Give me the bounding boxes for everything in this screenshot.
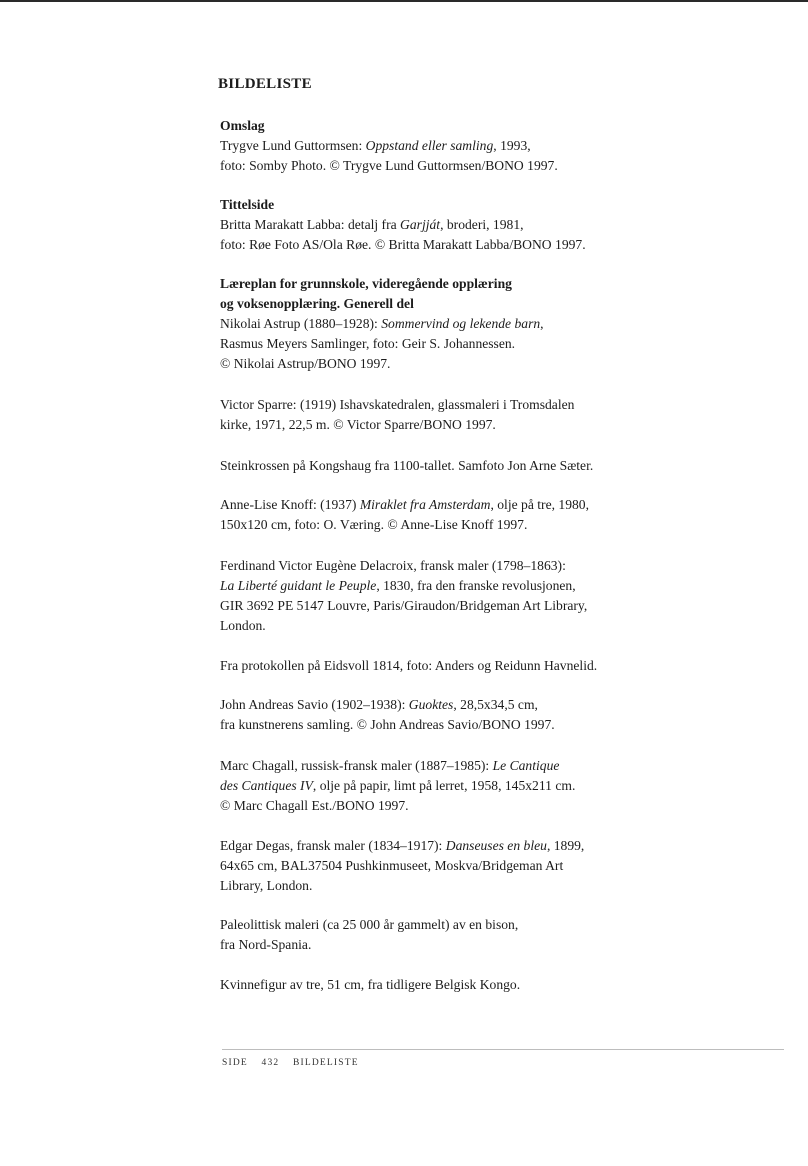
artwork-title: Miraklet fra Amsterdam bbox=[359, 497, 491, 512]
entry-tittelside bbox=[220, 195, 660, 255]
credit-text: , 1899, bbox=[546, 838, 585, 853]
entry-omslag bbox=[220, 116, 660, 176]
entry-line bbox=[220, 756, 660, 776]
credit-text: Nikolai Astrup (1880–1928): bbox=[220, 316, 382, 331]
entry-line bbox=[220, 136, 660, 156]
artwork-title: Sommervind og lekende barn bbox=[381, 316, 541, 331]
footer-section-label: BILDELISTE bbox=[292, 1058, 359, 1068]
page-title: BILDELISTE bbox=[218, 76, 312, 92]
entry-line: kirke, 1971, 22,5 m. © Victor Sparre/BONO 1997. bbox=[220, 417, 496, 432]
entry-sparre bbox=[220, 395, 660, 435]
entry-line: Steinkrossen på Kongshaug fra 1100-tallet. Samfoto Jon Arne Sæter. bbox=[220, 458, 594, 473]
section-heading-tittelside: Tittelside bbox=[220, 197, 275, 212]
footer-side-label: SIDE bbox=[222, 1058, 248, 1068]
entry-line bbox=[220, 836, 660, 856]
credit-text: , broderi, 1981, bbox=[440, 217, 524, 232]
footer-rule bbox=[222, 1049, 784, 1050]
entry-line: Paleolittisk maleri (ca 25 000 år gammelt) av en bison, bbox=[220, 917, 519, 932]
credit-text: , olje på papir, limt på lerret, 1958, 145x211 cm. bbox=[312, 778, 576, 793]
entry-line: 64x65 cm, BAL37504 Pushkinmuseet, Moskva/Bridgeman Art bbox=[220, 858, 564, 873]
credit-text: , bbox=[540, 316, 544, 331]
entry-protokollen bbox=[220, 656, 660, 676]
entry-line: fra kunstnerens samling. © John Andreas Savio/BONO 1997. bbox=[220, 717, 555, 732]
artwork-title: Guoktes bbox=[408, 697, 454, 712]
artwork-title: Le Cantique bbox=[492, 758, 560, 773]
section-heading-omslag: Omslag bbox=[220, 118, 265, 133]
credit-text: Edgar Degas, fransk maler (1834–1917): bbox=[220, 838, 446, 853]
entry-line bbox=[220, 576, 660, 596]
entry-line: Fra protokollen på Eidsvoll 1814, foto: Anders og Reidunn Havnelid. bbox=[220, 658, 598, 673]
credit-text: Britta Marakatt Labba: detalj fra bbox=[220, 217, 401, 232]
entry-line bbox=[220, 314, 660, 334]
entry-degas bbox=[220, 836, 660, 896]
credit-text: , 1830, fra den franske revolusjonen, bbox=[376, 578, 576, 593]
entry-delacroix bbox=[220, 556, 660, 636]
artwork-title: La Liberté guidant le Peuple bbox=[220, 578, 377, 593]
entry-line: foto: Somby Photo. © Trygve Lund Guttormsen/BONO 1997. bbox=[220, 158, 558, 173]
entry-steinkrossen bbox=[220, 456, 660, 476]
entry-kvinnefigur bbox=[220, 975, 660, 995]
footer-page-number: 432 bbox=[261, 1058, 280, 1068]
entry-line: Rasmus Meyers Samlinger, foto: Geir S. Johannessen. bbox=[220, 336, 516, 351]
entry-line: © Nikolai Astrup/BONO 1997. bbox=[220, 356, 391, 371]
entry-line bbox=[220, 776, 660, 796]
credit-text: Anne-Lise Knoff: (1937) bbox=[220, 497, 360, 512]
credit-text: , 28,5x34,5 cm, bbox=[453, 697, 538, 712]
entry-line: London. bbox=[220, 618, 266, 633]
artwork-title: Danseuses en bleu bbox=[445, 838, 547, 853]
entry-line bbox=[220, 495, 660, 515]
entry-line bbox=[220, 215, 660, 235]
artwork-title: Oppstand eller samling bbox=[365, 138, 494, 153]
entry-chagall bbox=[220, 756, 660, 816]
entry-savio bbox=[220, 695, 660, 735]
credit-text: , olje på tre, 1980, bbox=[490, 497, 589, 512]
artwork-title: Garjját bbox=[400, 217, 441, 232]
entry-knoff bbox=[220, 495, 660, 535]
entry-line: Victor Sparre: (1919) Ishavskatedralen, glassmaleri i Tromsdalen bbox=[220, 397, 575, 412]
entry-line: Kvinnefigur av tre, 51 cm, fra tidligere Belgisk Kongo. bbox=[220, 977, 521, 992]
page-footer bbox=[222, 1058, 369, 1068]
entry-laereplan bbox=[220, 274, 660, 374]
section-heading-laereplan-cont: og voksenopplæring. Generell del bbox=[220, 296, 414, 311]
entry-line: GIR 3692 PE 5147 Louvre, Paris/Giraudon/Bridgeman Art Library, bbox=[220, 598, 588, 613]
top-border-rule bbox=[0, 0, 808, 2]
section-heading-laereplan: Læreplan for grunnskole, videregående opplæring bbox=[220, 276, 512, 291]
entry-paleolittisk bbox=[220, 915, 660, 955]
credit-text: John Andreas Savio (1902–1938): bbox=[220, 697, 409, 712]
artwork-title: des Cantiques IV bbox=[220, 778, 313, 793]
entry-line bbox=[220, 695, 660, 715]
entry-line: fra Nord-Spania. bbox=[220, 937, 312, 952]
credit-text: , 1993, bbox=[493, 138, 531, 153]
entry-line: Library, London. bbox=[220, 878, 313, 893]
entry-line: 150x120 cm, foto: O. Væring. © Anne-Lise Knoff 1997. bbox=[220, 517, 528, 532]
entry-line: © Marc Chagall Est./BONO 1997. bbox=[220, 798, 409, 813]
credit-text: Trygve Lund Guttormsen: bbox=[220, 138, 366, 153]
entry-line: Ferdinand Victor Eugène Delacroix, fransk maler (1798–1863): bbox=[220, 558, 566, 573]
credit-text: Marc Chagall, russisk-fransk maler (1887–1985): bbox=[220, 758, 493, 773]
entry-line: foto: Røe Foto AS/Ola Røe. © Britta Marakatt Labba/BONO 1997. bbox=[220, 237, 586, 252]
